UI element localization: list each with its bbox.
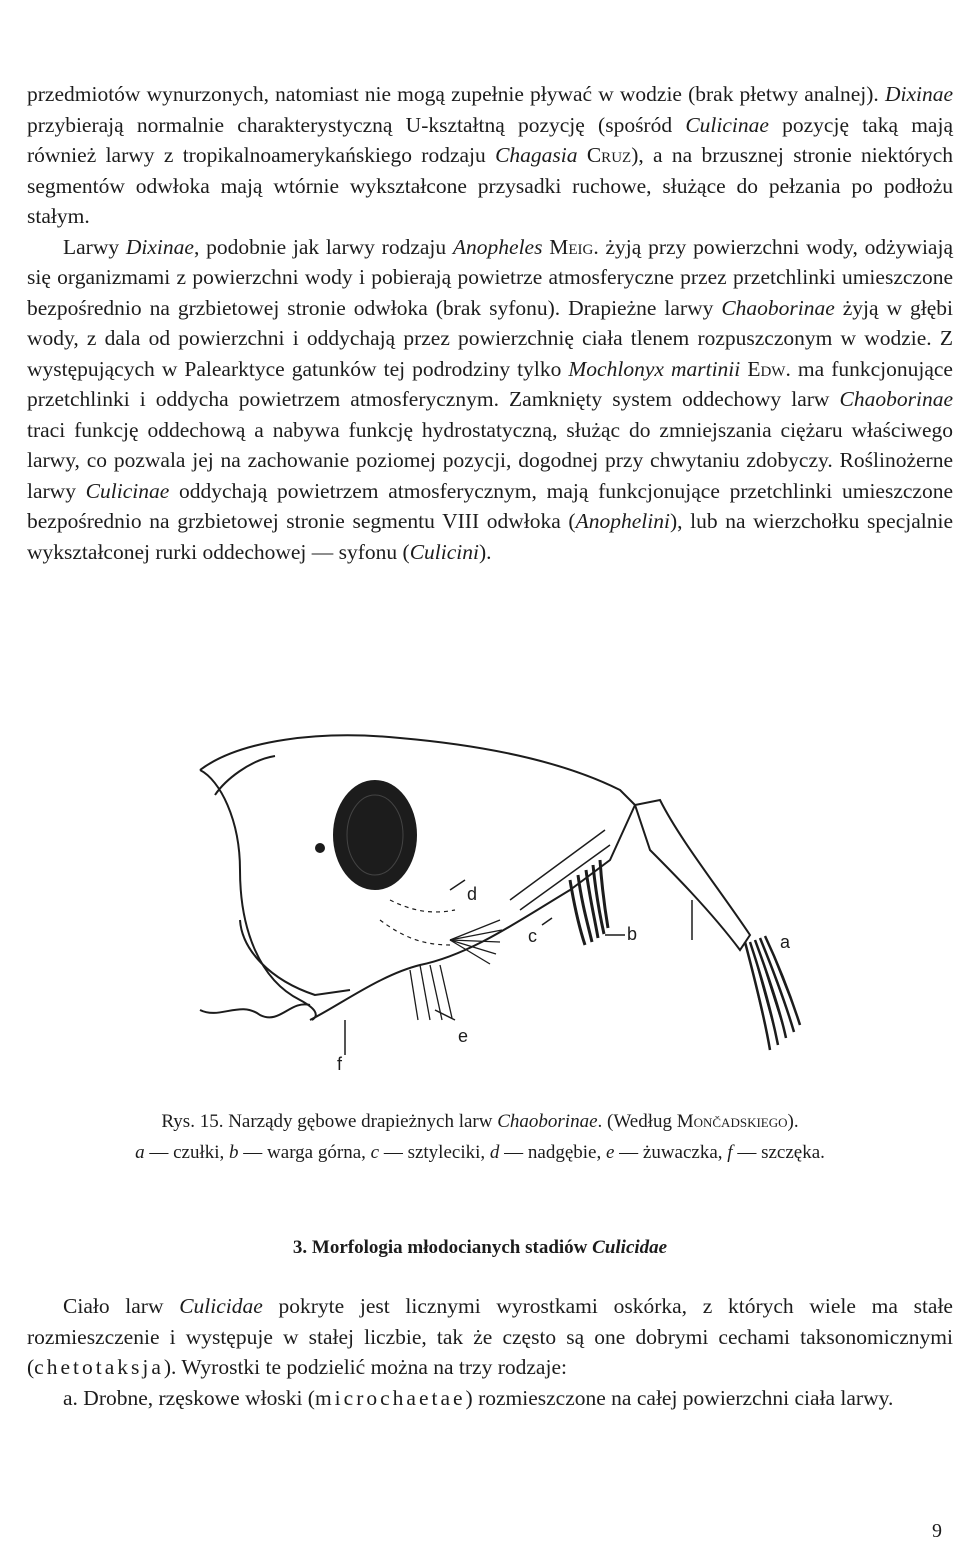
figure-label-f: f (337, 1054, 343, 1074)
figure-label-b: b (627, 924, 638, 944)
paragraph-1: przedmiotów wynurzonych, natomiast nie mogą zupełnie pływać w wodzie (brak płetwy analnej). Dixinae przybierają normalnie charakterystyczną U-kształtną pozycję (spośród Culicinae pozycję taką mają również larwy z tropikalnoamerykańskiego rodzaju Chagasia Cruz), a na brzusznej stronie niektórych segmentów odwłoka mają wtórnie wykształcone przysadki ruchowe, służące do pełzania po podłożu stałym. (27, 82, 953, 228)
paragraph-3: Ciało larw Culicidae pokryte jest licznymi wyrostkami oskórka, z których wiele ma stałe rozmieszczenie i występuje w stałej liczbie, tak że często są one dobrymi cechami taksonomicznymi (chetotaksja). Wyrostki te podzielić można na trzy rodzaje: (27, 1294, 953, 1379)
labrum-brush (570, 860, 608, 945)
paragraph-2: Larwy Dixinae, podobnie jak larwy rodzaju Anopheles Meig. żyją przy powierzchni wody, odżywiają się organizmami z powierzchni wody i pobierają powietrze atmosferyczne przez przetchlinki umieszczone bezpośrednio na grzbietowej stronie odwłoka (brak syfonu). Drapieżne larwy Chaoborinae żyją w głębi wody, z dala od powierzchni i oddychają przez powierzchnię ciała tlenem rozpuszczonym w wodzie. Z występujących w Palearktyce gatunków tej podrodziny tylko Mochlonyx martinii Edw. ma funkcjonujące przetchlinki i oddycha powietrzem atmosferycznym. Zamknięty system oddechowy larw Chaoborinae traci funkcję oddechową a nabywa funkcję hydrostatyczną, służąc do zmniejszania ciężaru właściwego larwy, co pozwala jej na zachowanie poziomej pozycji, dogodnej przy chwytaniu zdobyczy. Roślinożerne larwy Culicinae oddychają powietrzem atmosferycznym, mają funkcjonujące przetchlinki umieszczone bezpośrednio na grzbietowej stronie segmentu VIII odwłoka (Anophelini), lub na wierzchołku specjalnie wykształconej rurki oddechowej — syfonu (Culicini). (27, 234, 954, 564)
antenna-setae (745, 936, 800, 1050)
figure-label-e: e (458, 1026, 469, 1046)
paragraph-4: a. Drobne, rzęskowe włoski (microchaetae) rozmieszczone na całej powierzchni ciała larwy. (63, 1385, 894, 1410)
text-block-top (27, 79, 953, 567)
figure-label-c: c (528, 926, 537, 946)
figure-caption-legend: a — czułki, b — warga górna, c — sztyleciki, d — nadgębie, e — żuwaczka, f — szczęka. (135, 1142, 825, 1163)
figure-larva-mouthparts (180, 720, 820, 1080)
maxilla-fan (410, 920, 502, 1020)
text-block-bottom (27, 1291, 953, 1413)
page-number: 9 (932, 1520, 942, 1542)
figure-label-d: d (467, 884, 478, 904)
larva-head-drawing (180, 720, 820, 1080)
figure-label-a: a (780, 932, 791, 952)
section-heading: 3. Morfologia młodocianych stadiów Culicidae (292, 1237, 668, 1258)
figure-caption-title: Rys. 15. Narządy gębowe drapieżnych larw Chaoborinae. (Według Mončadskiego). (161, 1111, 799, 1132)
